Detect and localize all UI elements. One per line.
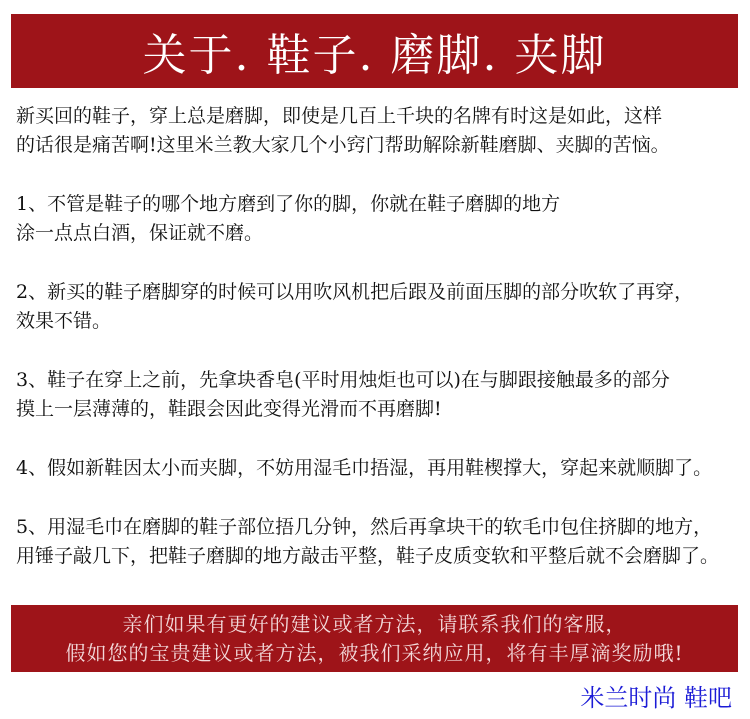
store-signature: 米兰时尚 鞋吧 xyxy=(580,684,732,712)
tip-2-paragraph xyxy=(16,278,738,336)
page-title: 关于. 鞋子. 磨脚. 夹脚 xyxy=(142,30,607,81)
tip-line: 用锤子敲几下，把鞋子磨脚的地方敲击平整，鞋子皮质变软和平整后就不会磨脚了。 xyxy=(16,545,720,567)
tip-5-paragraph xyxy=(16,513,738,571)
tip-line: 2、新买的鞋子磨脚穿的时候可以用吹风机把后跟及前面压脚的部分吹软了再穿， xyxy=(16,281,694,303)
tip-3-paragraph xyxy=(16,366,738,424)
tip-line: 5、用湿毛巾在磨脚的鞋子部位捂几分钟，然后再拿块干的软毛巾包住挤脚的地方， xyxy=(16,516,713,538)
intro-paragraph xyxy=(16,102,738,160)
tip-line: 摸上一层薄薄的，鞋跟会因此变得光滑而不再磨脚! xyxy=(16,398,442,420)
tip-line: 3、鞋子在穿上之前，先拿块香皂(平时用烛炬也可以)在与脚跟接触最多的部分 xyxy=(16,369,670,391)
intro-line: 的话很是痛苦啊!这里米兰教大家几个小窍门帮助解除新鞋磨脚、夹脚的苦恼。 xyxy=(16,134,670,156)
feedback-line: 假如您的宝贵建议或者方法，被我们采纳应用，将有丰厚滴奖励哦! xyxy=(65,640,684,665)
tip-line: 效果不错。 xyxy=(16,310,112,332)
tip-line: 4、假如新鞋因太小而夹脚，不妨用湿毛巾捂湿，再用鞋楔撑大，穿起来就顺脚了。 xyxy=(16,457,713,479)
intro-line: 新买回的鞋子，穿上总是磨脚，即使是几百上千块的名牌有时这是如此，这样 xyxy=(16,105,663,127)
tip-line: 涂一点点白酒，保证就不磨。 xyxy=(16,222,264,244)
feedback-line: 亲们如果有更好的建议或者方法，请联系我们的客服， xyxy=(122,611,627,636)
tip-1-paragraph xyxy=(16,190,738,248)
article-body xyxy=(16,102,738,601)
tip-line: 1、不管是鞋子的哪个地方磨到了你的脚，你就在鞋子磨脚的地方 xyxy=(16,193,561,215)
tip-4-paragraph xyxy=(16,454,738,483)
feedback-banner xyxy=(11,605,738,672)
title-banner xyxy=(11,14,738,88)
